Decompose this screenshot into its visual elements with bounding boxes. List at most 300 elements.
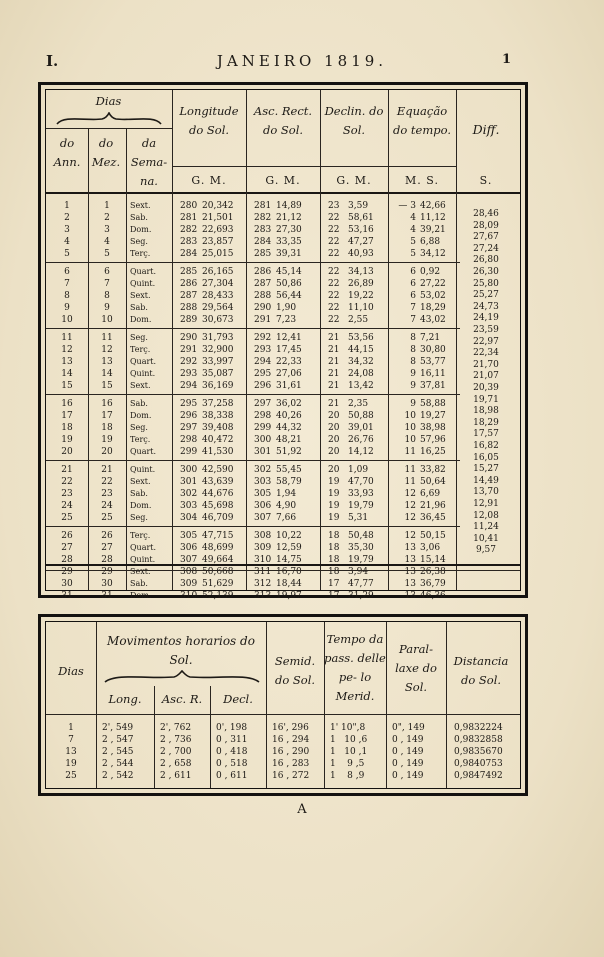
equation-minutes: — 3 — [398, 201, 416, 211]
declin-minutes: 53,56 — [348, 333, 374, 343]
day-of-month: 16 — [101, 399, 113, 409]
header-movimentos: Movimentos horarios do Sol. — [107, 634, 255, 667]
longitude-minutes: 46,709 — [202, 513, 234, 523]
day-of-month: 19 — [101, 435, 113, 445]
day-of-year: 17 — [61, 411, 73, 421]
rule — [172, 166, 456, 167]
weekday: Dom. — [130, 501, 152, 510]
day-of-month: 11 — [101, 333, 113, 343]
semidiameter: 16 , 283 — [272, 759, 310, 769]
weekday: Quint. — [130, 465, 156, 474]
longitude-minutes: 32,900 — [202, 345, 234, 355]
declin-minutes: 40,93 — [348, 249, 374, 259]
day-of-month: 24 — [101, 501, 113, 511]
weekday: Quart. — [130, 357, 157, 366]
curly-brace-icon — [56, 112, 162, 126]
hourly-decl: 0 , 518 — [216, 759, 248, 769]
equation-minutes: 4 — [410, 225, 416, 235]
longitude-minutes: 48,699 — [202, 543, 234, 553]
semidiameter: 16 , 290 — [272, 747, 310, 757]
declin-minutes: 19,79 — [348, 501, 374, 511]
weekday: Dom. — [130, 225, 152, 234]
hourly-decl: 0 , 418 — [216, 747, 248, 757]
weekday: Sext. — [130, 201, 151, 210]
asc-rect-minutes: 14,89 — [276, 201, 302, 211]
declin-minutes: 53,16 — [348, 225, 374, 235]
curly-brace-icon — [104, 670, 260, 684]
equation-minutes: 13 — [404, 579, 416, 589]
longitude-degrees: 288 — [180, 303, 198, 313]
declin-degrees: 21 — [328, 357, 340, 367]
longitude-degrees: 298 — [180, 435, 198, 445]
asc-rect-degrees: 308 — [254, 531, 272, 541]
longitude-minutes: 41,530 — [202, 447, 234, 457]
header-decl: Decl. — [223, 692, 253, 706]
declin-minutes: 35,30 — [348, 543, 374, 553]
declin-degrees: 22 — [328, 237, 340, 247]
longitude-minutes: 33,997 — [202, 357, 234, 367]
declin-degrees: 21 — [328, 399, 340, 409]
hourly-longitude: 2 , 545 — [102, 747, 134, 757]
hourly-longitude: 2', 549 — [102, 723, 134, 733]
longitude-degrees: 290 — [180, 333, 198, 343]
equation-minutes: 13 — [404, 555, 416, 565]
weekday: Dom. — [130, 315, 152, 324]
declin-minutes: 50,88 — [348, 411, 374, 421]
asc-rect-degrees: 284 — [254, 237, 272, 247]
declin-degrees: 23 — [328, 201, 340, 211]
page-section-number: I. — [46, 52, 59, 70]
longitude-minutes: 40,472 — [202, 435, 234, 445]
group-rule — [46, 328, 460, 329]
sun-distance: 0,9832858 — [454, 735, 503, 745]
asc-rect-minutes: 55,45 — [276, 465, 302, 475]
weekday: Quart. — [130, 447, 157, 456]
longitude-degrees: 280 — [180, 201, 198, 211]
equation-seconds: 30,80 — [420, 345, 446, 355]
weekday: Quint. — [130, 369, 156, 378]
diff-value: 26,30 — [473, 267, 499, 277]
day-of-month: 5 — [104, 249, 110, 259]
double-rule — [46, 564, 520, 566]
day-of-year: 27 — [61, 543, 73, 553]
day-of-year: 15 — [61, 381, 73, 391]
day-of-year: 18 — [61, 423, 73, 433]
column-rule — [154, 686, 155, 788]
day: 19 — [65, 759, 77, 769]
declin-minutes: 2,55 — [348, 315, 369, 325]
equation-seconds: 16,25 — [420, 447, 446, 457]
group-rule — [46, 526, 460, 527]
asc-rect-minutes: 45,14 — [276, 267, 302, 277]
asc-rect-degrees: 294 — [254, 357, 272, 367]
longitude-minutes: 50,668 — [202, 567, 234, 577]
hourly-motions-table-body — [45, 621, 521, 789]
equation-minutes: 6 — [410, 267, 416, 277]
hourly-decl: 0 , 311 — [216, 735, 248, 745]
asc-rect-degrees: 312 — [254, 579, 272, 589]
asc-rect-minutes: 14,75 — [276, 555, 302, 565]
asc-rect-minutes: 33,35 — [276, 237, 302, 247]
asc-rect-degrees: 293 — [254, 345, 272, 355]
asc-rect-minutes: 18,44 — [276, 579, 302, 589]
declin-minutes: 39,01 — [348, 423, 374, 433]
weekday: Terç. — [130, 531, 151, 540]
hourly-asc-r: 2', 762 — [160, 723, 192, 733]
day-of-month: 13 — [101, 357, 113, 367]
diff-value: 11,24 — [473, 522, 499, 533]
declin-degrees: 21 — [328, 333, 340, 343]
asc-rect-degrees: 287 — [254, 279, 272, 289]
day-of-month: 22 — [101, 477, 113, 487]
sun-distance: 0,9832224 — [454, 723, 503, 733]
header-distancia: Distancia do Sol. — [453, 654, 509, 687]
column-rule — [210, 686, 211, 788]
double-rule — [46, 570, 520, 571]
declin-degrees: 22 — [328, 267, 340, 277]
asc-rect-degrees: 302 — [254, 465, 272, 475]
declin-minutes: 33,93 — [348, 489, 374, 499]
header-asc-r: Asc. R. — [161, 692, 203, 706]
weekday: Quart. — [130, 267, 157, 276]
asc-rect-degrees: 303 — [254, 477, 272, 487]
day: 1 — [68, 723, 74, 733]
asc-rect-degrees: 297 — [254, 399, 272, 409]
longitude-degrees: 284 — [180, 249, 198, 259]
equation-seconds: 11,12 — [420, 213, 446, 223]
weekday: Terç. — [130, 249, 151, 258]
declin-minutes: 50,48 — [348, 531, 374, 541]
asc-rect-minutes: 48,21 — [276, 435, 302, 445]
parallax: 0 , 149 — [392, 759, 424, 769]
diff-value: 24,19 — [473, 313, 499, 324]
asc-rect-degrees: 301 — [254, 447, 272, 457]
day-of-month: 8 — [104, 291, 110, 301]
asc-rect-degrees: 292 — [254, 333, 272, 343]
day-of-year: 28 — [61, 555, 73, 565]
longitude-degrees: 283 — [180, 237, 198, 247]
asc-rect-degrees: 298 — [254, 411, 272, 421]
asc-rect-degrees: 305 — [254, 489, 272, 499]
header-long: Long. — [108, 692, 142, 706]
equation-minutes: 8 — [410, 333, 416, 343]
weekday: Seg. — [130, 423, 148, 432]
asc-rect-minutes: 17,45 — [276, 345, 302, 355]
asc-rect-degrees: 300 — [254, 435, 272, 445]
longitude-minutes: 39,408 — [202, 423, 234, 433]
equation-minutes: 10 — [404, 423, 416, 433]
asc-rect-degrees: 310 — [254, 555, 272, 565]
declin-degrees: 22 — [328, 303, 340, 313]
day-of-month: 12 — [101, 345, 113, 355]
asc-rect-degrees: 313 — [254, 591, 272, 601]
equation-minutes: 12 — [404, 531, 416, 541]
longitude-degrees: 297 — [180, 423, 198, 433]
longitude-degrees: 303 — [180, 501, 198, 511]
day-of-year: 6 — [64, 267, 70, 277]
header-paral: Paral- laxe do Sol. — [395, 642, 437, 694]
asc-rect-minutes: 56,44 — [276, 291, 302, 301]
longitude-degrees: 293 — [180, 369, 198, 379]
equation-minutes: 8 — [410, 357, 416, 367]
longitude-minutes: 31,793 — [202, 333, 234, 343]
day-of-month: 9 — [104, 303, 110, 313]
declin-minutes: 3,94 — [348, 567, 369, 577]
declin-minutes: 13,42 — [348, 381, 374, 391]
equation-minutes: 11 — [404, 477, 416, 487]
declin-minutes: 58,61 — [348, 213, 374, 223]
longitude-minutes: 29,564 — [202, 303, 234, 313]
equation-seconds: 50,64 — [420, 477, 446, 487]
declin-degrees: 22 — [328, 315, 340, 325]
day-of-month: 21 — [101, 465, 113, 475]
diff-value: 12,91 — [473, 499, 499, 509]
weekday: Quint. — [130, 279, 156, 288]
weekday: Seg. — [130, 237, 148, 246]
diff-value: 16,05 — [473, 452, 499, 463]
header-rule — [46, 714, 520, 715]
asc-rect-minutes: 36,02 — [276, 399, 302, 409]
equation-seconds: 3,06 — [420, 543, 441, 553]
day-of-month: 6 — [104, 267, 110, 277]
header-dias: Dias — [95, 94, 122, 108]
equation-minutes: 13 — [404, 567, 416, 577]
longitude-minutes: 42,590 — [202, 465, 234, 475]
hourly-asc-r: 2 , 700 — [160, 747, 192, 757]
longitude-minutes: 25,015 — [202, 249, 234, 259]
equation-minutes: 4 — [410, 213, 416, 223]
day-of-month: 15 — [101, 381, 113, 391]
day-of-month: 29 — [101, 567, 113, 577]
declin-minutes: 31,29 — [348, 591, 374, 601]
declin-degrees: 19 — [328, 501, 340, 511]
signature-mark: A — [297, 802, 307, 817]
declin-minutes: 47,77 — [348, 579, 374, 589]
declin-minutes: 2,35 — [348, 399, 369, 409]
declin-degrees: 22 — [328, 225, 340, 235]
declin-minutes: 1,09 — [348, 465, 369, 475]
asc-rect-minutes: 22,33 — [276, 357, 302, 367]
unit-longitude: G. M. — [191, 174, 227, 187]
diff-value: 10,41 — [473, 533, 499, 544]
asc-rect-minutes: 21,12 — [276, 213, 302, 223]
longitude-minutes: 38,338 — [202, 411, 234, 421]
header-do-mez: do Mez. — [91, 136, 121, 169]
hourly-decl: 0', 198 — [216, 723, 248, 733]
day-of-year: 31 — [61, 591, 73, 601]
header-asc-rect: Asc. Rect. do Sol. — [253, 104, 313, 137]
diff-value: 25,80 — [473, 278, 499, 289]
longitude-degrees: 285 — [180, 267, 198, 277]
equation-seconds: 53,77 — [420, 357, 446, 367]
longitude-minutes: 49,664 — [202, 555, 234, 565]
hourly-longitude: 2 , 542 — [102, 771, 134, 781]
weekday: Sab. — [130, 489, 148, 498]
hourly-asc-r: 2 , 658 — [160, 759, 192, 769]
longitude-minutes: 35,087 — [202, 369, 234, 379]
column-rule — [386, 622, 387, 788]
equation-minutes: 9 — [410, 381, 416, 391]
day-of-year: 12 — [61, 345, 73, 355]
semidiameter: 16 , 294 — [272, 735, 310, 745]
header-semana: da Sema- na. — [130, 136, 168, 188]
declin-degrees: 22 — [328, 213, 340, 223]
declin-minutes: 26,76 — [348, 435, 374, 445]
sun-distance: 0,9840753 — [454, 759, 503, 769]
weekday: Sext. — [130, 381, 151, 390]
header-do-ann: do Ann. — [53, 136, 81, 169]
semidiameter: 16 , 272 — [272, 771, 310, 781]
equation-seconds: 46,36 — [420, 591, 446, 601]
equation-seconds: 16,11 — [420, 369, 446, 379]
parallax: 0 , 149 — [392, 747, 424, 757]
equation-minutes: 9 — [410, 399, 416, 409]
equation-seconds: 53,02 — [420, 291, 446, 301]
longitude-minutes: 22,693 — [202, 225, 234, 235]
equation-minutes: 12 — [404, 513, 416, 523]
asc-rect-degrees: 291 — [254, 315, 272, 325]
day-of-year: 25 — [61, 513, 73, 523]
diff-value: 17,57 — [473, 429, 499, 440]
equation-minutes: 5 — [410, 249, 416, 259]
declin-degrees: 21 — [328, 369, 340, 379]
asc-rect-degrees: 296 — [254, 381, 272, 391]
longitude-degrees: 299 — [180, 447, 198, 457]
asc-rect-minutes: 1,94 — [276, 489, 297, 499]
day: 25 — [65, 771, 77, 781]
equation-minutes: 12 — [404, 489, 416, 499]
asc-rect-degrees: 309 — [254, 543, 272, 553]
day-of-month: 26 — [101, 531, 113, 541]
day-of-year: 9 — [64, 303, 70, 313]
longitude-degrees: 295 — [180, 399, 198, 409]
parallax: 0 , 149 — [392, 771, 424, 781]
page-header — [0, 52, 604, 72]
declin-degrees: 22 — [328, 279, 340, 289]
diff-value: 19,71 — [473, 394, 499, 405]
column-rule — [446, 622, 447, 788]
hourly-longitude: 2 , 547 — [102, 735, 134, 745]
declin-degrees: 17 — [328, 591, 340, 601]
diff-value: 27,24 — [473, 243, 499, 254]
longitude-minutes: 45,698 — [202, 501, 234, 511]
equation-seconds: 37,81 — [420, 381, 446, 391]
equation-minutes: 7 — [410, 303, 416, 313]
header-rule — [46, 192, 520, 194]
asc-rect-minutes: 12,41 — [276, 333, 302, 343]
header-equacao: Equação do tempo. — [392, 104, 451, 137]
declin-minutes: 24,08 — [348, 369, 374, 379]
asc-rect-minutes: 27,30 — [276, 225, 302, 235]
asc-rect-minutes: 12,59 — [276, 543, 302, 553]
equation-minutes: 10 — [404, 411, 416, 421]
asc-rect-degrees: 281 — [254, 201, 272, 211]
day-of-year: 11 — [61, 333, 73, 343]
longitude-minutes: 52,139 — [202, 591, 234, 601]
asc-rect-minutes: 1,90 — [276, 303, 297, 313]
day-of-year: 16 — [61, 399, 73, 409]
hourly-asc-r: 2 , 611 — [160, 771, 192, 781]
asc-rect-degrees: 306 — [254, 501, 272, 511]
longitude-minutes: 21,501 — [202, 213, 234, 223]
day-of-year: 21 — [61, 465, 73, 475]
declin-degrees: 18 — [328, 555, 340, 565]
day-of-year: 3 — [64, 225, 70, 235]
hourly-asc-r: 2 , 736 — [160, 735, 192, 745]
longitude-degrees: 286 — [180, 279, 198, 289]
asc-rect-degrees: 290 — [254, 303, 272, 313]
asc-rect-minutes: 27,06 — [276, 369, 302, 379]
declin-degrees: 19 — [328, 513, 340, 523]
page-title: JANEIRO 1819. — [216, 52, 388, 70]
equation-minutes: 6 — [410, 279, 416, 289]
weekday: Terç. — [130, 435, 151, 444]
diff-value: 16,82 — [473, 441, 499, 451]
meridian-transit: 1 10 ,1 — [330, 747, 368, 757]
declin-minutes: 19,79 — [348, 555, 374, 565]
day-of-month: 10 — [101, 315, 113, 325]
sun-distance: 0,9835670 — [454, 747, 503, 757]
weekday: Sab. — [130, 303, 148, 312]
asc-rect-degrees: 311 — [254, 567, 272, 577]
longitude-minutes: 43,639 — [202, 477, 234, 487]
weekday: Quart. — [130, 543, 157, 552]
group-rule — [46, 460, 460, 461]
day-of-month: 14 — [101, 369, 113, 379]
equation-seconds: 26,38 — [420, 567, 446, 577]
day-of-year: 10 — [61, 315, 73, 325]
day: 13 — [65, 747, 77, 757]
longitude-minutes: 23,857 — [202, 237, 234, 247]
equation-seconds: 6,88 — [420, 237, 441, 247]
longitude-degrees: 296 — [180, 411, 198, 421]
declin-minutes: 44,15 — [348, 345, 374, 355]
asc-rect-minutes: 51,92 — [276, 447, 302, 457]
longitude-degrees: 310 — [180, 591, 198, 601]
equation-seconds: 33,82 — [420, 465, 446, 475]
equation-seconds: 39,21 — [420, 225, 446, 235]
day-of-year: 24 — [61, 501, 73, 511]
asc-rect-minutes: 7,66 — [276, 513, 297, 523]
asc-rect-minutes: 31,61 — [276, 381, 302, 391]
asc-rect-minutes: 19,97 — [276, 591, 302, 601]
declin-degrees: 20 — [328, 435, 340, 445]
equation-minutes: 11 — [404, 465, 416, 475]
longitude-degrees: 304 — [180, 513, 198, 523]
unit-declin: G. M. — [336, 174, 372, 187]
equation-minutes: 12 — [404, 501, 416, 511]
meridian-transit: 1 8 ,9 — [330, 771, 365, 781]
longitude-minutes: 26,165 — [202, 267, 234, 277]
diff-value: 13,70 — [473, 487, 499, 498]
declin-degrees: 20 — [328, 411, 340, 421]
day: 7 — [68, 735, 74, 745]
asc-rect-minutes: 44,32 — [276, 423, 302, 433]
declin-minutes: 5,31 — [348, 513, 369, 523]
diff-value: 18,29 — [473, 417, 499, 428]
equation-seconds: 15,14 — [420, 555, 446, 565]
day-of-month: 20 — [101, 447, 113, 457]
diff-value: 22,34 — [473, 348, 499, 359]
declin-minutes: 34,13 — [348, 267, 374, 277]
asc-rect-minutes: 4,90 — [276, 501, 297, 511]
diff-value: 25,27 — [473, 290, 499, 301]
asc-rect-degrees: 285 — [254, 249, 272, 259]
day-of-year: 7 — [64, 279, 70, 289]
column-rule — [388, 90, 389, 590]
weekday: Seg. — [130, 513, 148, 522]
asc-rect-minutes: 7,23 — [276, 315, 297, 325]
